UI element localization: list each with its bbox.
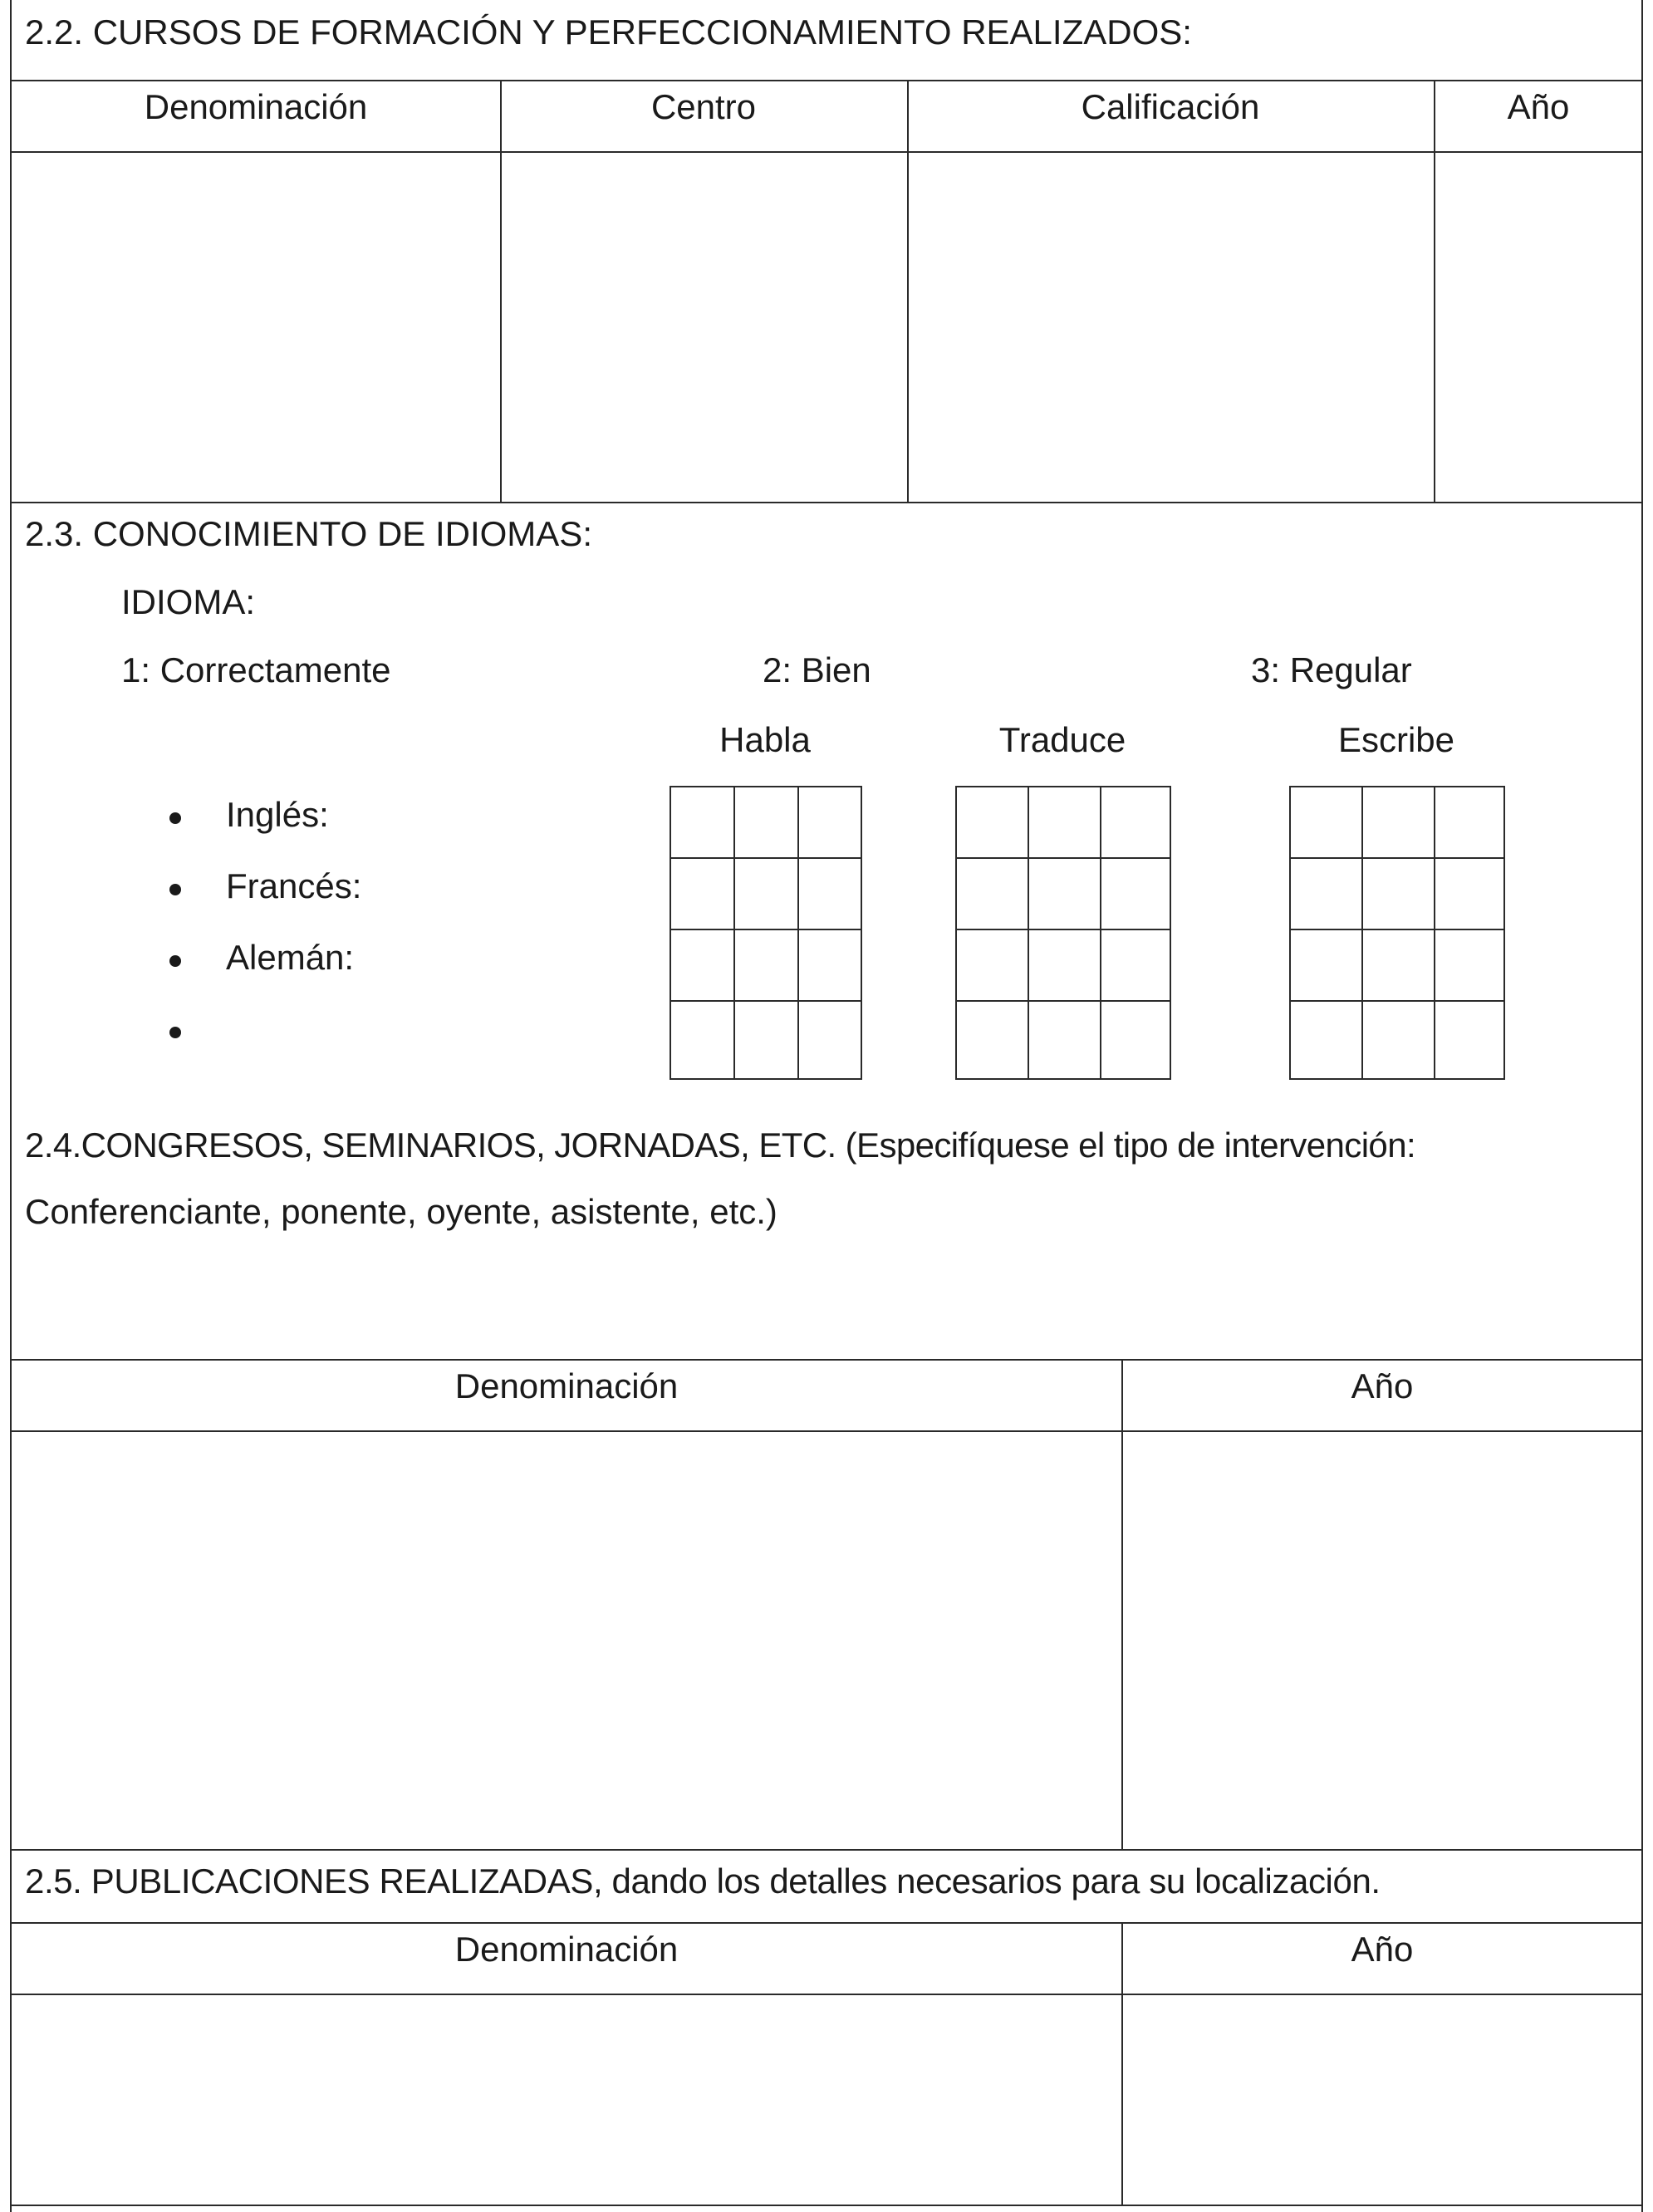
skill-traduce: Traduce: [998, 720, 1126, 759]
traduce-cell[interactable]: [955, 857, 1029, 930]
habla-cell[interactable]: [797, 857, 862, 930]
habla-cell[interactable]: [733, 1000, 799, 1080]
outer-border-right: [1641, 0, 1643, 2212]
traduce-cell[interactable]: [955, 929, 1029, 1002]
habla-cell[interactable]: [733, 786, 799, 859]
publicaciones-col-denominacion: Denominación: [454, 1930, 679, 1969]
section-2-4-title-line1: 2.4.CONGRESOS, SEMINARIOS, JORNADAS, ETC. (Especifíquese el tipo de intervención:: [25, 1126, 1416, 1165]
traduce-cell[interactable]: [1028, 929, 1101, 1002]
traduce-cell[interactable]: [1100, 857, 1171, 930]
escribe-cell[interactable]: [1289, 929, 1363, 1002]
escribe-cell[interactable]: [1434, 857, 1505, 930]
courses-entry-area[interactable]: [12, 153, 1641, 502]
bullet-icon: [169, 812, 181, 824]
habla-cell[interactable]: [797, 1000, 862, 1080]
habla-cell[interactable]: [733, 929, 799, 1002]
language-aleman: Alemán:: [226, 938, 355, 977]
section-2-4-title-line2: Conferenciante, ponente, oyente, asistente, etc.): [25, 1192, 777, 1231]
section-2-2-title-divider: [10, 80, 1643, 81]
publicaciones-header-top: [10, 1922, 1643, 1924]
bullet-icon: [169, 955, 181, 967]
escribe-cell[interactable]: [1289, 857, 1363, 930]
congresos-header-top: [10, 1359, 1643, 1361]
habla-cell[interactable]: [670, 857, 735, 930]
traduce-cell[interactable]: [955, 786, 1029, 859]
habla-cell[interactable]: [670, 929, 735, 1002]
section-2-4-end-divider: [10, 1849, 1643, 1851]
escribe-cell[interactable]: [1361, 857, 1435, 930]
section-2-2-title: 2.2. CURSOS DE FORMACIÓN Y PERFECCIONAMIENTO REALIZADOS:: [25, 12, 1192, 51]
habla-cell[interactable]: [733, 857, 799, 930]
escribe-cell[interactable]: [1289, 786, 1363, 859]
courses-col-ano: Año: [1507, 87, 1570, 126]
congresos-col-ano: Año: [1351, 1366, 1414, 1405]
habla-cell[interactable]: [797, 929, 862, 1002]
courses-col-calificacion: Calificación: [1081, 87, 1260, 126]
traduce-cell[interactable]: [1100, 929, 1171, 1002]
language-frances: Francés:: [226, 866, 362, 905]
escribe-cell[interactable]: [1434, 1000, 1505, 1080]
congresos-entry-area[interactable]: [12, 1432, 1641, 1849]
traduce-cell[interactable]: [1100, 1000, 1171, 1080]
publicaciones-entry-area[interactable]: [12, 1995, 1641, 2205]
section-2-2-end-divider: [10, 502, 1643, 503]
section-2-5-title: 2.5. PUBLICACIONES REALIZADAS, dando los detalles necesarios para su localización.: [25, 1861, 1381, 1901]
traduce-cell[interactable]: [955, 1000, 1029, 1080]
language-ingles: Inglés:: [226, 795, 329, 834]
habla-cell[interactable]: [670, 1000, 735, 1080]
escribe-cell[interactable]: [1289, 1000, 1363, 1080]
section-2-3-title: 2.3. CONOCIMIENTO DE IDIOMAS:: [25, 514, 592, 553]
skill-habla: Habla: [719, 720, 811, 759]
escribe-cell[interactable]: [1361, 929, 1435, 1002]
escribe-cell[interactable]: [1434, 786, 1505, 859]
traduce-cell[interactable]: [1028, 857, 1101, 930]
publicaciones-col-ano: Año: [1351, 1930, 1414, 1969]
traduce-cell[interactable]: [1100, 786, 1171, 859]
scale-regular: 3: Regular: [1251, 650, 1412, 689]
bullet-icon: [169, 884, 181, 895]
escribe-cell[interactable]: [1361, 786, 1435, 859]
courses-col-denominacion: Denominación: [144, 87, 368, 126]
scale-bien: 2: Bien: [763, 650, 871, 689]
habla-cell[interactable]: [797, 786, 862, 859]
escribe-cell[interactable]: [1361, 1000, 1435, 1080]
outer-border-bottom: [10, 2205, 1643, 2206]
scale-correctamente: 1: Correctamente: [121, 650, 391, 689]
traduce-cell[interactable]: [1028, 786, 1101, 859]
habla-cell[interactable]: [670, 786, 735, 859]
skill-escribe: Escribe: [1337, 720, 1455, 759]
courses-col-centro: Centro: [650, 87, 757, 126]
bullet-icon: [169, 1027, 181, 1038]
escribe-cell[interactable]: [1434, 929, 1505, 1002]
idioma-label: IDIOMA:: [121, 582, 256, 621]
congresos-col-denominacion: Denominación: [454, 1366, 679, 1405]
traduce-cell[interactable]: [1028, 1000, 1101, 1080]
